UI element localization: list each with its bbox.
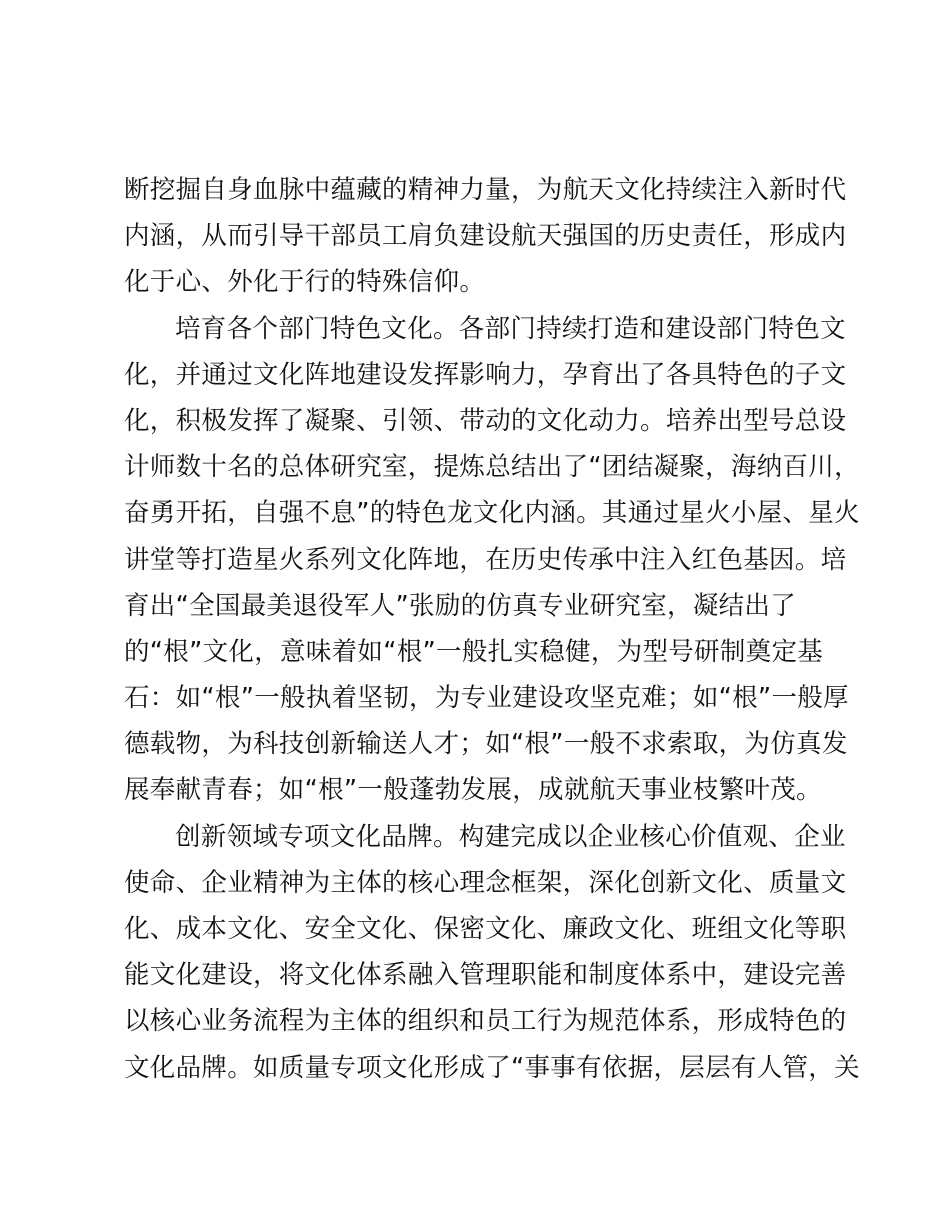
paragraph-heading-line: 创新领域专项文化品牌。构建完成以企业核心价值观、企业: [175, 821, 846, 852]
text-line: 展奉献青春；如“根”一般蓬勃发展，成就航天事业枝繁叶茂。: [124, 775, 822, 806]
text-line: 使命、企业精神为主体的核心理念框架，深化创新文化、质量文: [124, 867, 847, 898]
text-line: 德载物，为科技创新输送人才；如“根”一般不求索取，为仿真发: [124, 729, 848, 760]
text-line: 断挖掘自身血脉中蕴藏的精神力量，为航天文化持续注入新时代: [124, 175, 847, 205]
text-line: 化，积极发挥了凝聚、引领、带动的文化动力。培养出型号总设: [124, 405, 847, 436]
text-line: 以核心业务流程为主体的组织和员工行为规范体系，形成特色的: [124, 1006, 847, 1037]
text-line: 的“根”文化，意味着如“根”一般扎实稳健，为型号研制奠定基: [124, 636, 824, 667]
text-line: 化、成本文化、安全文化、保密文化、廉政文化、班组文化等职: [124, 914, 847, 944]
text-line: 讲堂等打造星火系列文化阵地，在历史传承中注入红色基因。培: [124, 544, 847, 575]
text-line: 育出“全国最美退役军人”张励的仿真专业研究室，凝结出了: [124, 590, 797, 621]
paragraph-heading-line: 培育各个部门特色文化。各部门持续打造和建设部门特色文: [175, 313, 846, 344]
text-line: 文化品牌。如质量专项文化形成了“事事有依据，层层有人管，关: [124, 1052, 860, 1083]
text-line: 奋勇开拓，自强不息”的特色龙文化内涵。其通过星火小屋、星火: [124, 498, 860, 529]
text-line: 化于心、外化于行的特殊信仰。: [124, 267, 486, 298]
text-line: 计师数十名的总体研究室，提炼总结出了“团结凝聚，海纳百川，: [124, 452, 860, 483]
text-line: 能文化建设，将文化体系融入管理职能和制度体系中，建设完善: [124, 960, 847, 991]
text-line: 石：如“根”一般执着坚韧，为专业建设攻坚克难；如“根”一般厚: [124, 683, 849, 714]
text-line: 内涵，从而引导干部员工肩负建设航天强国的历史责任，形成内: [124, 221, 847, 252]
text-line: 化，并通过文化阵地建设发挥影响力，孕育出了各具特色的子文: [124, 359, 847, 390]
document-body: [124, 167, 860, 1091]
